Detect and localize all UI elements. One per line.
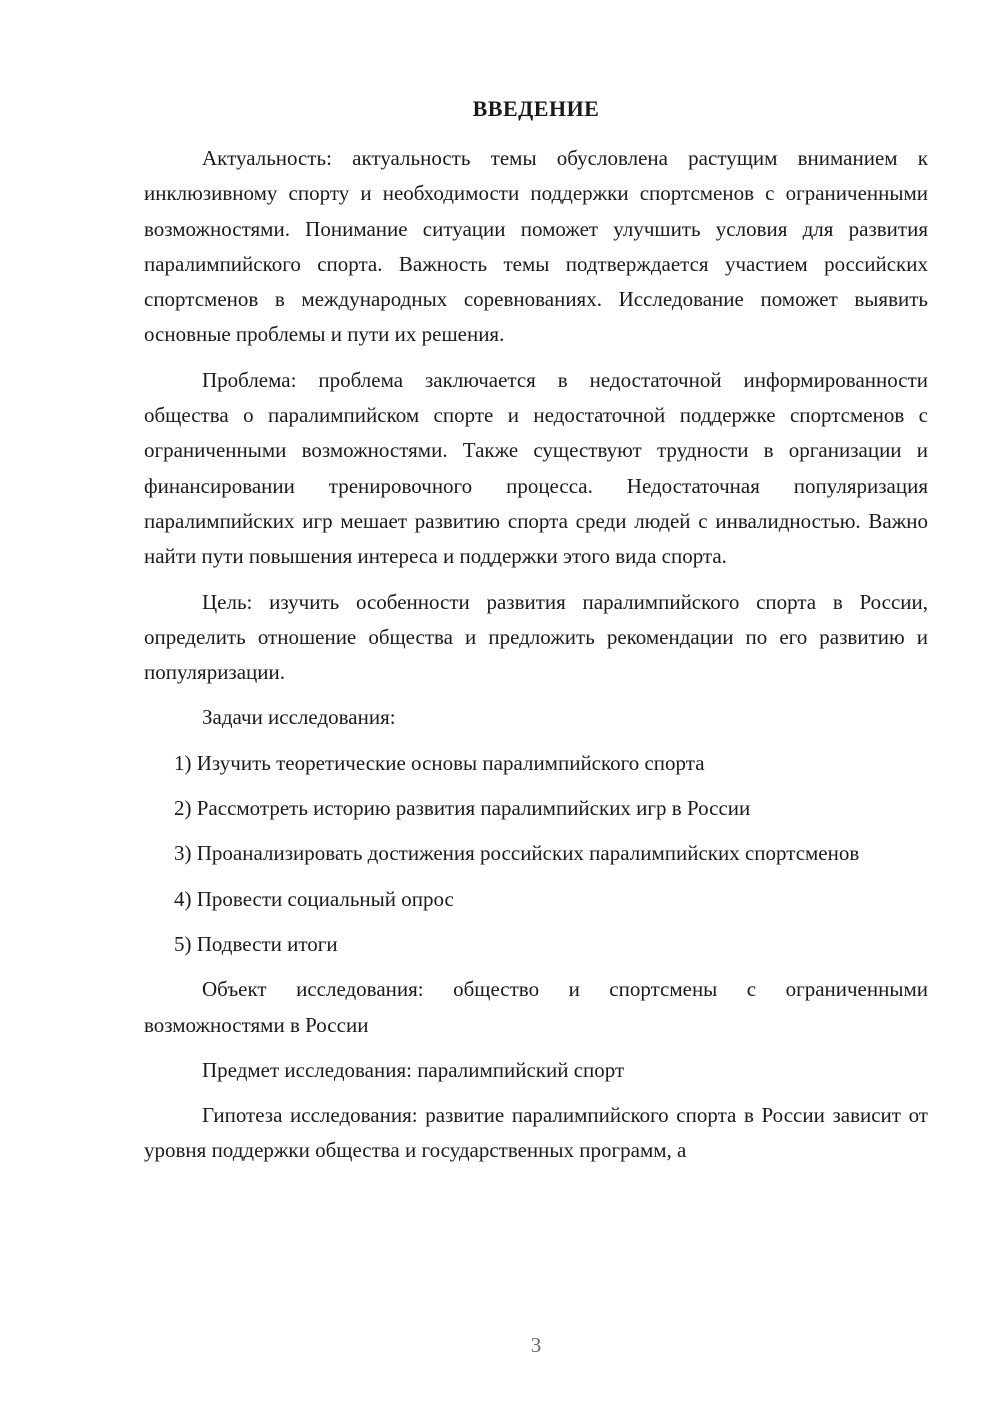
paragraph-problem: Проблема: проблема заключается в недостаточной информированности общества о паралимпийском спорте и недостаточной поддержке спортсменов с ограниченными возможностями. Также существуют трудности в организации и финансировании тренировочного процесса. Недостаточная популяризация паралимпийских игр мешает развитию спорта среди людей с инвалидностью. Важно найти пути повышения интереса и поддержки этого вида спорта. [144, 367, 928, 569]
paragraph-subject: Предмет исследования: паралимпийский спорт [202, 1057, 625, 1082]
paragraph-object: Объект исследования: общество и спортсмены с ограниченными возможностями в России [144, 977, 928, 1037]
page-content [144, 141, 928, 1179]
tasks-heading: Задачи исследования: [202, 705, 396, 730]
paragraph-hypothesis: Гипотеза исследования: развитие паралимпийского спорта в России зависит от уровня поддержки общества и государственных программ, а [144, 1103, 928, 1163]
task-item-3: 3) Проанализировать достижения российских паралимпийских спортсменов [174, 841, 860, 866]
task-item-2: 2) Рассмотреть историю развития паралимпийских игр в России [174, 796, 751, 821]
task-item-5: 5) Подвести итоги [174, 931, 338, 956]
page-title: ВВЕДЕНИЕ [472, 96, 600, 121]
paragraph-actuality: Актуальность: актуальность темы обусловлена растущим вниманием к инклюзивному спорту и необходимости поддержки спортсменов с ограниченными возможностями. Понимание ситуации поможет улучшить условия для развития паралимпийского спорта. Важность темы подтверждается участием российских спортсменов в международных соревнованиях. Исследование поможет выявить основные проблемы и пути их решения. [144, 146, 928, 347]
task-item-1: 1) Изучить теоретические основы паралимпийского спорта [174, 750, 705, 775]
task-item-4: 4) Провести социальный опрос [174, 886, 454, 911]
paragraph-goal: Цель: изучить особенности развития паралимпийского спорта в России, определить отношение общества и предложить рекомендации по его развитию и популяризации. [144, 589, 928, 685]
page-number: 3 [530, 1333, 542, 1357]
